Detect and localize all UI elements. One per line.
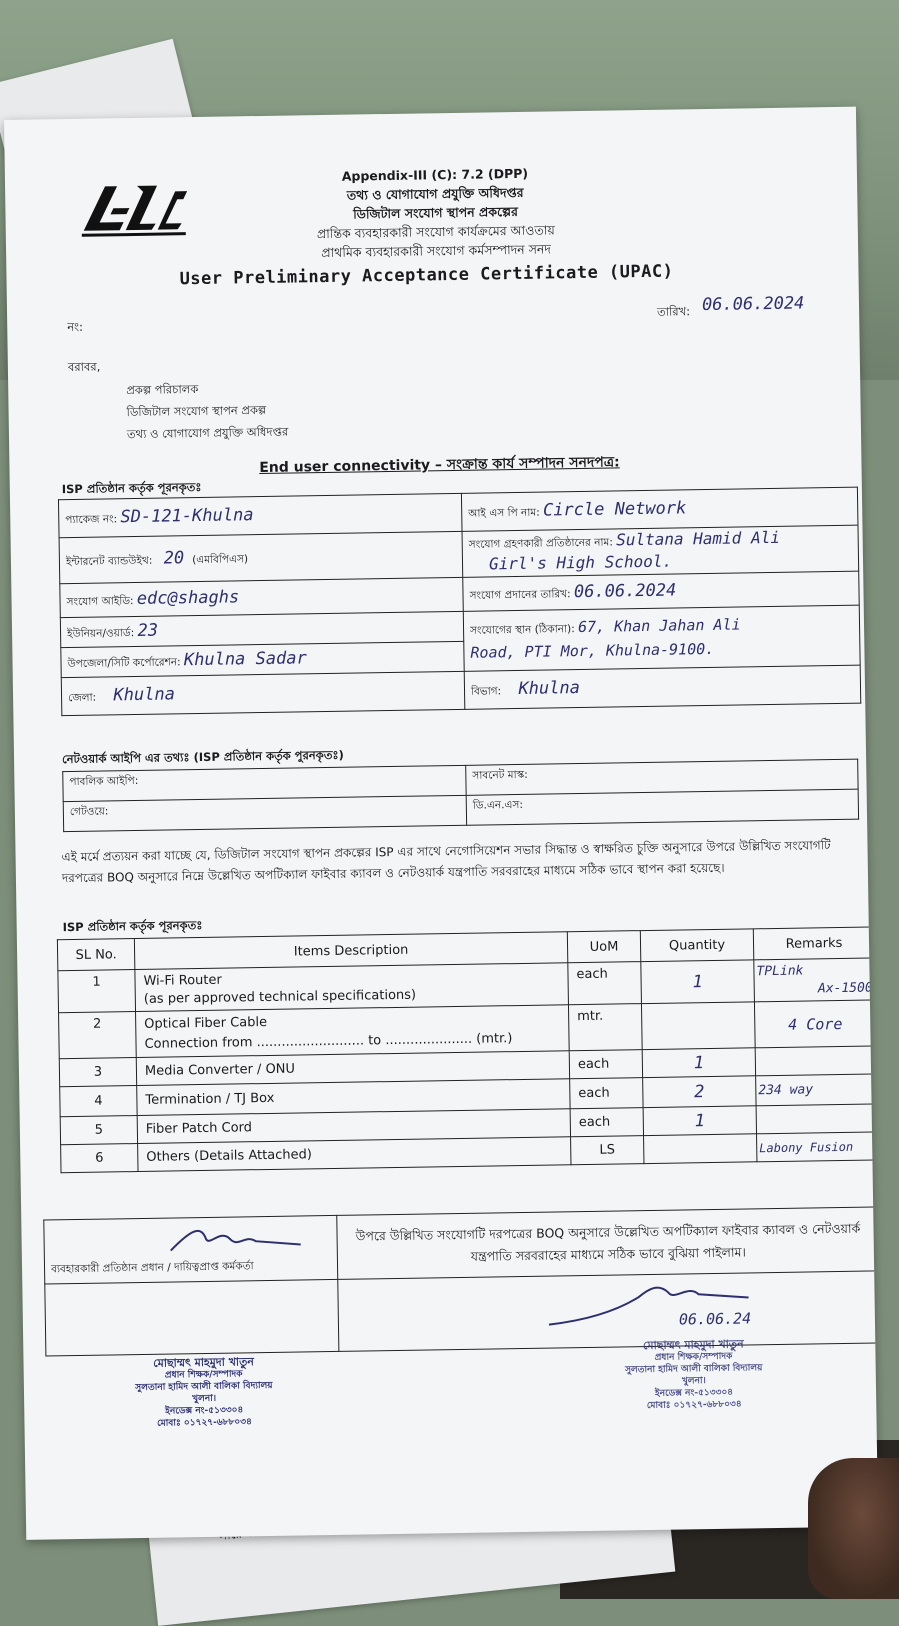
row-uom: mtr. (568, 1004, 642, 1051)
row-remarks: 4 Core (754, 1000, 876, 1048)
row-uom: each (570, 1078, 643, 1109)
district-label: জেলা: (67, 691, 97, 704)
row-remarks: TPLink (756, 963, 804, 979)
header-line-3: প্রান্তিক ব্যবহারকারী সংযোগ কার্যক্রমের আওতায় (316, 222, 555, 242)
stamp-right-title: প্রধান শিক্ষক/সম্পাদক (654, 1351, 733, 1363)
stamp-right-city: খুলনা। (681, 1376, 706, 1387)
ref-label: নং: (67, 319, 84, 335)
col-uom: UoM (567, 931, 640, 963)
row-remarks: Labony Fusion (757, 1132, 878, 1162)
row-desc2: (as per approved technical specifications) (143, 987, 417, 1007)
row-uom: each (569, 1050, 642, 1079)
row-desc: Others (Details Attached) (138, 1137, 571, 1172)
isp-label: আই এস পি নাম: (468, 506, 540, 520)
row-qty: 2 (643, 1076, 756, 1108)
division-value: Khulna (518, 677, 581, 699)
bw-unit: (এমবিপিএস) (192, 552, 249, 566)
row-sl: 4 (60, 1086, 137, 1117)
finger (808, 1458, 899, 1599)
to-line-1: প্রকল্প পরিচালক (126, 381, 199, 398)
items-label: ISP প্রতিষ্ঠান কর্তৃক পূরনকৃতঃ (62, 917, 203, 935)
recv-value-1: Sultana Hamid Ali (615, 527, 781, 549)
conn-date-label: সংযোগ প্রদানের তারিখ: (469, 587, 571, 602)
items-table (57, 926, 878, 1173)
edc-logo-icon (77, 177, 190, 239)
blank-cell (45, 1279, 339, 1356)
date-label: তারিখ: (656, 304, 691, 319)
row-sl: 3 (59, 1058, 136, 1087)
bw-value: 20 (163, 547, 185, 569)
header-line-4: প্রাথমিক ব্যবহারকারী সংযোগ কর্মসম্পাদন সনদ (321, 241, 552, 261)
gateway-label: গেটওয়ে: (63, 795, 466, 831)
section-title: End user connectivity – সংক্রান্ত কার্য সম্পাদন সনদপত্র: (259, 454, 620, 477)
row-qty: 1 (643, 1106, 756, 1136)
declaration-text: এই মর্মে প্রত্যয়ন করা যাচ্ছে যে, ডিজিটাল সংযোগ স্থাপন প্রকল্পের ISP এর সাথে নেগোসিয়েশন সভার সিদ্ধান্ত ও স্বাক্ষরিত চুক্তি অনুসারে উপরে উল্লিখিত সংযোগটি দরপত্রের BOQ অনুসারে নিম্নে উল্লেখিত অপটিক্যাল ফাইবার ক্যাবল ও নেটওয়ার্ক যন্ত্রপাতি সরবরাহের মাধ্যমে সঠিক ভাবে স্থাপন করা হয়েছে। (61, 838, 831, 886)
row-remarks (755, 1046, 876, 1076)
bw-label: ইন্টারনেট ব্যান্ডউইথ: (65, 554, 153, 568)
head-cell (44, 1215, 338, 1284)
signature-icon (160, 1218, 311, 1260)
to-line-2: ডিজিটাল সংযোগ স্থাপন প্রকল্প (126, 402, 267, 420)
row-sl: 5 (60, 1116, 137, 1145)
ip-section-title: নেটওয়ার্ক আইপি এর তথ্যঃ (ISP প্রতিষ্ঠান কর্তৃক পুরনকৃতঃ) (61, 747, 344, 767)
row-desc2: Connection from .......................... to ..................... (mtr.) (144, 1030, 513, 1052)
stamp-left (93, 1355, 314, 1430)
division-label: বিভাগ: (470, 684, 502, 698)
row-desc: Wi-Fi Router (143, 972, 222, 989)
isp-filled-label: ISP প্রতিষ্ঠান কর্তৃক পূরনকৃতঃ (61, 479, 202, 497)
row-qty (644, 1134, 757, 1164)
row-qty (641, 1002, 755, 1050)
conn-id-label: সংযোগ আইডি: (66, 594, 134, 608)
to-label: বরাবর, (67, 359, 101, 375)
stamp-left-title: প্রধান শিক্ষক/সম্পাদক (164, 1369, 243, 1381)
row-qty: 1 (642, 1048, 755, 1078)
package-value: SD-121-Khulna (120, 504, 254, 527)
row-remarks2: Ax-1500 (817, 979, 873, 996)
edc-logo (77, 177, 190, 239)
row-desc: Termination / TJ Box (137, 1079, 570, 1116)
package-label: প্যাকেজ নং: (65, 512, 118, 526)
page-title: User Preliminary Acceptance Certificate (UPAC) (179, 261, 674, 290)
receipt-text: উপরে উল্লিখিত সংযোগটি দরপত্রের BOQ অনুসারে উল্লেখিত অপটিক্যাল ফাইবার ক্যাবল ও নেটওয়ার্ক যন্ত্রপাতি সরবরাহের মাধ্যমে সঠিক ভাবে বুঝিয়া পাইলাম। (337, 1207, 878, 1280)
union-value: 23 (137, 620, 159, 641)
upazila-value: Khulna Sadar (183, 647, 307, 670)
row-qty: 1 (641, 960, 755, 1004)
recv-label: সংযোগ গ্রহণকারী প্রতিষ্ঠানের নাম: (468, 535, 613, 551)
stamp-left-index: ইনডেক্স নং-৫১৩৩০৪ (165, 1405, 244, 1417)
address-value-1: 67, Khan Jahan Ali (577, 614, 741, 636)
connection-table (58, 487, 861, 717)
upazila-label: উপজেলা/সিটি কর্পোরেশন: (67, 655, 181, 670)
public-ip-label: পাবলিক আইপি: (63, 765, 466, 801)
conn-date-value: 06.06.2024 (573, 579, 677, 602)
col-qty: Quantity (640, 929, 753, 962)
recv-value-2: Girl's High School. (488, 551, 673, 573)
stamp-left-name: মোছাম্মৎ মাহমুদা খাতুন (153, 1355, 254, 1370)
receipt-table (43, 1206, 878, 1356)
row-sl: 6 (61, 1144, 138, 1173)
row-desc: Media Converter / ONU (136, 1051, 569, 1086)
subnet-label: সাবনেট মাস্ক: (466, 759, 858, 795)
to-line-3: তথ্য ও যোগাযোগ প্রযুক্তি অধিদপ্তর (126, 424, 289, 442)
district-value: Khulna (113, 683, 176, 705)
row-uom: each (568, 962, 642, 1005)
stamp-right-phone: মোবাঃ ০১৭২৭-৬৮৮০৩৪ (646, 1399, 742, 1412)
row-uom: LS (571, 1136, 644, 1165)
stamp-left-phone: মোবাঃ ০১৭২৭-৬৮৮০৩৪ (156, 1417, 253, 1429)
head-label: ব্যবহারকারী প্রতিষ্ঠান প্রধান / দায়িত্বপ্রাপ্ত কর্মকর্তা (50, 1260, 254, 1276)
row-desc: Fiber Patch Cord (137, 1109, 570, 1144)
address-label: সংযোগের স্থান (ঠিকানা): (469, 622, 575, 637)
col-desc: Items Description (134, 932, 567, 970)
certificate-page (4, 107, 878, 1540)
header-line-1: তথ্য ও যোগাযোগ প্রযুক্তি অধিদপ্তর (346, 184, 524, 203)
col-sl: SL No. (57, 939, 134, 971)
conn-id-value: edc@shaghs (136, 586, 240, 609)
appendix: Appendix-III (C): 7.2 (DPP) (341, 165, 529, 184)
stamp-left-city: খুলনা। (192, 1393, 217, 1405)
dns-label: ডি.এন.এস: (466, 789, 858, 825)
stamp-right-name: মোছাম্মৎ মাহমুদা খাতুন (642, 1337, 744, 1353)
row-sl: 1 (58, 970, 136, 1013)
stamp-left-school: সুলতানা হামিদ আলী বালিকা বিদ্যালয় (135, 1380, 273, 1394)
date-value: 06.06.2024 (701, 293, 805, 316)
row-desc: Optical Fiber Cable (144, 1014, 268, 1032)
sign-date: 06.06.24 (678, 1309, 752, 1329)
header-line-2: ডিজিটাল সংযোগ স্থাপন প্রকল্পের (353, 203, 518, 222)
row-uom: each (570, 1108, 643, 1137)
col-remarks: Remarks (753, 927, 874, 960)
row-remarks (756, 1104, 877, 1134)
stamp-right-index: ইনডেক্স নং-৫১৩৩০৪ (654, 1387, 734, 1399)
isp-value: Circle Network (542, 497, 687, 521)
row-remarks: 234 way (756, 1074, 877, 1106)
row-sl: 2 (59, 1012, 137, 1059)
union-label: ইউনিয়ন/ওয়ার্ড: (66, 626, 135, 640)
ip-table (62, 759, 859, 832)
stamp-right-school: সুলতানা হামিদ আলী বালিকা বিদ্যালয় (624, 1363, 763, 1376)
address-value-2: Road, PTI Mor, Khulna-9100. (470, 639, 715, 662)
stamp-right (583, 1338, 804, 1413)
